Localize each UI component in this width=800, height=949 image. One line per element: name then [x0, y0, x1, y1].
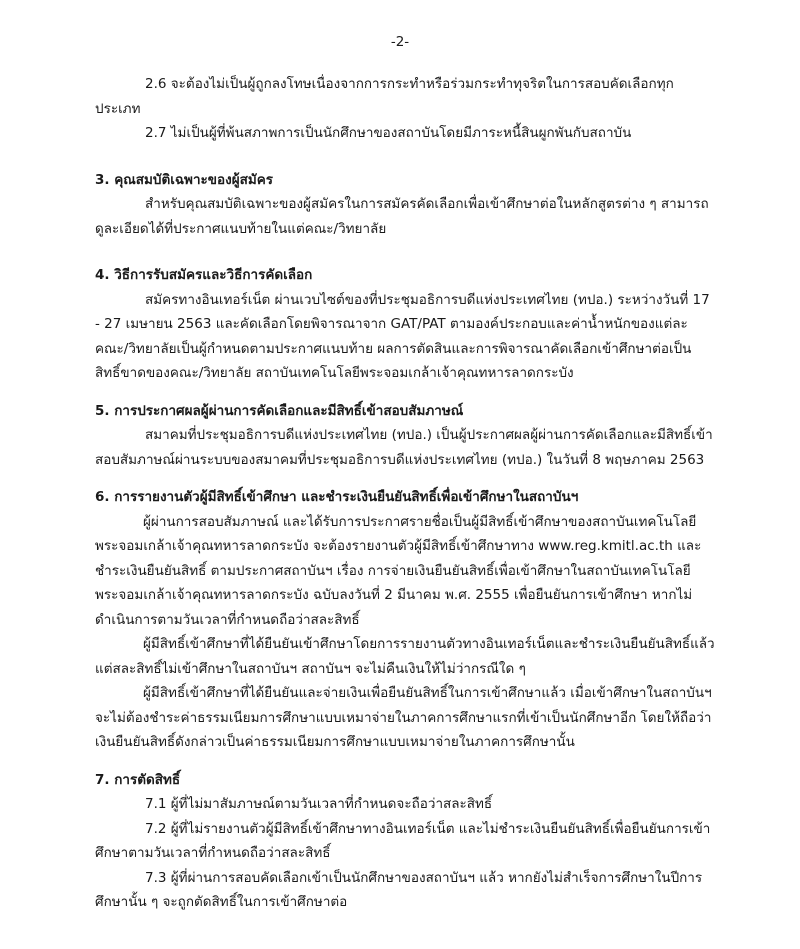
section-6-paragraph: ผู้มีสิทธิ์เข้าศึกษาที่ได้ยืนยันและจ่ายเงินเพื่อยืนยันสิทธิ์ในการเข้าศึกษาแล้ว เมื่อเข้าศึกษาในสถาบันฯ จะไม่ต้องชำระค่าธรรมเนียมการศึกษาแบบเหมาจ่ายในภาคการศึกษาแรกที่เข้าเป็นนักศึกษาอีก โดยให้ถือว่าเงินยืนยันสิทธิ์ดังกล่าวเป็นค่าธรรมเนียมการศึกษาแบบเหมาจ่ายในภาคการศึกษานั้น — [95, 685, 712, 750]
section-4-heading: 4. วิธีการรับสมัครและวิธีการคัดเลือก — [95, 267, 313, 283]
page-number: -2- — [390, 34, 410, 50]
section-3-heading: 3. คุณสมบัติเฉพาะของผู้สมัคร — [95, 171, 274, 188]
item-7-1: 7.1 ผู้ที่ไม่มาสัมภาษณ์ตามวันเวลาที่กำหนดจะถือว่าสละสิทธิ์ — [145, 796, 493, 812]
section-7-heading: 7. การตัดสิทธิ์ — [95, 771, 181, 788]
section-6-paragraph: ผู้ผ่านการสอบสัมภาษณ์ และได้รับการประกาศรายชื่อเป็นผู้มีสิทธิ์เข้าศึกษาของสถาบันเทคโนโลยีพระจอมเกล้าเจ้าคุณทหารลาดกระบัง จะต้องรายงานตัวผู้มีสิทธิ์เข้าศึกษาทาง www.reg.kmitl.ac.th และชำระเงินยืนยันสิทธิ์ ตามประกาศสถาบันฯ เรื่อง การจ่ายเงินยืนยันสิทธิ์เพื่อเข้าศึกษาในสถาบันเทคโนโลยีพระจอมเกล้าเจ้าคุณทหารลาดกระบัง ฉบับลงวันที่ 2 มีนาคม พ.ศ. 2555 เพื่อยืนยันการเข้าศึกษา หากไม่ดำเนินการตามวันเวลาที่กำหนดถือว่าสละสิทธิ์ — [95, 513, 702, 628]
item-7-3: 7.3 ผู้ที่ผ่านการสอบคัดเลือกเข้าเป็นนักศึกษาของสถาบันฯ แล้ว หากยังไม่สำเร็จการศึกษาในปีการศึกษานั้น ๆ จะถูกตัดสิทธิ์ในการเข้าศึกษาต่อ — [95, 869, 703, 910]
section-6-heading: 6. การรายงานตัวผู้มีสิทธิ์เข้าศึกษา และชำระเงินยืนยันสิทธิ์เพื่อเข้าศึกษาในสถาบันฯ — [95, 489, 579, 505]
item-7-2: 7.2 ผู้ที่ไม่รายงานตัวผู้มีสิทธิ์เข้าศึกษาทางอินเทอร์เน็ต และไม่ชำระเงินยืนยันสิทธิ์เพื่อยืนยันการเข้าศึกษาตามวันเวลาที่กำหนดถือว่าสละสิทธิ์ — [95, 820, 711, 861]
section-5-heading: 5. การประกาศผลผู้ผ่านการคัดเลือกและมีสิทธิ์เข้าสอบสัมภาษณ์ — [95, 402, 464, 419]
section-3-body: สำหรับคุณสมบัติเฉพาะของผู้สมัครในการสมัครคัดเลือกเพื่อเข้าศึกษาต่อในหลักสูตรต่าง ๆ สามารถดูละเอียดได้ที่ประกาศแนบท้ายในแต่คณะ/วิทยาลัย — [95, 196, 709, 237]
section-6-paragraph: ผู้มีสิทธิ์เข้าศึกษาที่ได้ยืนยันเข้าศึกษาโดยการรายงานตัวทางอินเทอร์เน็ตและชำระเงินยืนยันสิทธิ์แล้ว แต่สละสิทธิ์ไม่เข้าศึกษาในสถาบันฯ สถาบันฯ จะไม่คืนเงินให้ไม่ว่ากรณีใด ๆ — [95, 636, 715, 677]
item-2-7: 2.7 ไม่เป็นผู้ที่พ้นสภาพการเป็นนักศึกษาของสถาบันโดยมีภาระหนี้สินผูกพันกับสถาบัน — [145, 125, 632, 141]
section-4-body: สมัครทางอินเทอร์เน็ต ผ่านเวบไซต์ของที่ประชุมอธิการบดีแห่งประเทศไทย (ทปอ.) ระหว่างวันที่ 17 - 27 เมษายน 2563 และคัดเลือกโดยพิจารณาจาก GAT/PAT ตามองค์ประกอบและค่าน้ำหนักของแต่ละคณะ/วิทยาลัยเป็นผู้กำหนดตามประกาศแนบท้าย ผลการตัดสินและการพิจารณาคัดเลือกเข้าศึกษาต่อเป็นสิทธิ์ขาดของคณะ/วิทยาลัย สถาบันเทคโนโลยีพระจอมเกล้าเจ้าคุณทหารลาดกระบัง — [95, 291, 710, 381]
section-5-body: สมาคมที่ประชุมอธิการบดีแห่งประเทศไทย (ทปอ.) เป็นผู้ประกาศผลผู้ผ่านการคัดเลือกและมีสิทธิ์เข้าสอบสัมภาษณ์ผ่านระบบของสมาคมที่ประชุมอธิการบดีแห่งประเทศไทย (ทปอ.) ในวันที่ 8 พฤษภาคม 2563 — [95, 427, 713, 468]
document-body — [95, 72, 715, 915]
item-2-6: 2.6 จะต้องไม่เป็นผู้ถูกลงโทษเนื่องจากการกระทำหรือร่วมกระทำทุจริตในการสอบคัดเลือกทุกประเภท — [95, 76, 674, 117]
